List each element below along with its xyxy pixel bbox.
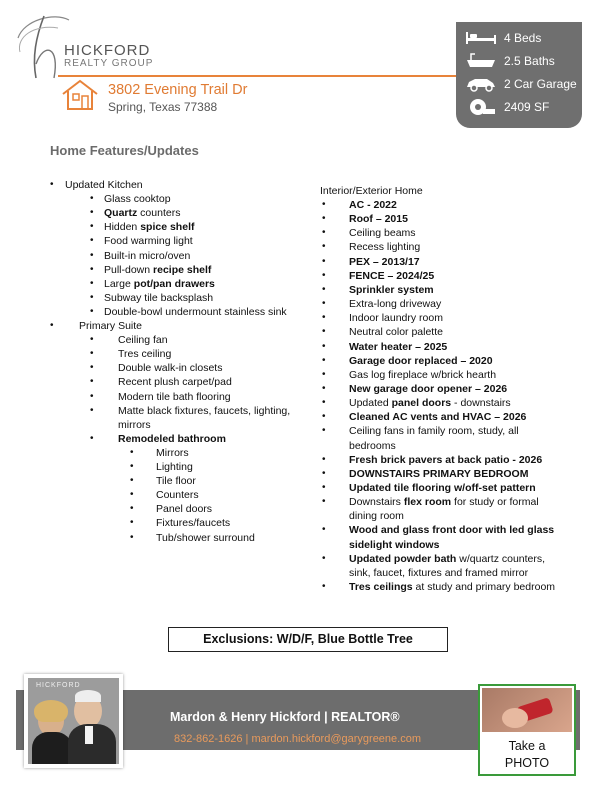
bullet-icon: • [322, 312, 326, 324]
interior-item-part: Roof – 2015 [349, 213, 408, 226]
suite-item [118, 361, 222, 375]
interior-item-part: sidelight windows [349, 538, 440, 551]
stat-sqft [456, 96, 582, 118]
bullet-icon: • [322, 283, 326, 295]
bath-heading-part: Remodeled bathroom [118, 432, 226, 445]
property-city: Spring, Texas 77388 [108, 100, 218, 114]
house-icon [60, 78, 100, 112]
interior-item [349, 354, 493, 368]
bullet-icon: • [322, 298, 326, 310]
bullet-icon: • [90, 193, 94, 205]
interior-item-part: Recess lighting [349, 241, 421, 254]
kitchen-item-part: pot/pan drawers [133, 277, 215, 290]
bullet-icon: • [90, 432, 94, 444]
stat-baths-label: 2.5 Baths [504, 54, 555, 68]
interior-item-part: Extra-long driveway [349, 298, 442, 311]
interior-item-part: Wood and glass front door with led glass [349, 524, 555, 537]
property-address: 3802 Evening Trail Dr [108, 82, 248, 98]
interior-item [349, 269, 434, 283]
kitchen-item [104, 305, 287, 319]
bath-item-part: Tile floor [156, 475, 196, 488]
agent-photo [24, 674, 123, 768]
kitchen-item-part: Subway tile backsplash [104, 291, 214, 304]
kitchen-item-part: Large [104, 277, 134, 290]
suite-item [118, 390, 231, 404]
bullet-icon: • [90, 305, 94, 317]
interior-item [349, 283, 434, 297]
bullet-icon: • [322, 227, 326, 239]
kitchen-item-part: Pull-down [104, 263, 154, 276]
interior-item-part: flex room [403, 496, 452, 509]
kitchen-item-part: Double-bowl undermount stainless sink [104, 305, 287, 318]
suite-item [118, 418, 151, 432]
bullet-icon: • [322, 552, 326, 564]
bullet-icon: • [322, 453, 326, 465]
interior-item-part: FENCE – 2024/25 [349, 269, 435, 282]
bullet-icon: • [130, 475, 134, 487]
interior-item [349, 212, 408, 226]
take-photo-line1: Take a [508, 739, 546, 753]
suite-heading [79, 319, 142, 333]
interior-item-part: Garage door replaced – 2020 [349, 354, 493, 367]
bullet-icon: • [322, 467, 326, 479]
bullet-icon: • [90, 334, 94, 346]
interior-item [349, 311, 443, 325]
bath-item-part: Counters [156, 489, 199, 502]
bed-icon [465, 29, 497, 47]
interior-item-part: Updated [349, 397, 392, 410]
interior-item-part: w/quartz counters, [456, 552, 546, 565]
stat-beds [456, 27, 582, 49]
bullet-icon: • [322, 340, 326, 352]
tape-measure-icon [465, 98, 497, 116]
bath-item [156, 516, 230, 530]
kitchen-item-part: recipe shelf [153, 263, 212, 276]
bath-item-part: Panel doors [156, 503, 213, 516]
section-title: Home Features/Updates [50, 143, 199, 158]
bullet-icon: • [322, 382, 326, 394]
bullet-icon: • [322, 354, 326, 366]
brand-subtitle: REALTY GROUP [64, 58, 154, 69]
bullet-icon: • [90, 376, 94, 388]
interior-item-part: Ceiling beams [349, 227, 416, 240]
interior-item [349, 340, 447, 354]
suite-item-part: Double walk-in closets [118, 362, 223, 375]
interior-item-part: panel doors [391, 397, 452, 410]
bullet-icon: • [322, 269, 326, 281]
brand-logo [14, 12, 174, 82]
interior-heading-part: Interior/Exterior Home [320, 185, 423, 197]
bullet-icon: • [90, 404, 94, 416]
kitchen-item-part: Built-in micro/oven [104, 249, 191, 262]
bullet-icon: • [322, 368, 326, 380]
kitchen-heading [65, 178, 143, 192]
kitchen-item [104, 192, 171, 206]
interior-item [349, 439, 396, 453]
interior-item [349, 255, 420, 269]
interior-item-part: AC - 2022 [349, 199, 397, 211]
interior-item [349, 481, 536, 495]
bath-item [156, 502, 212, 516]
suite-item-part: Tres ceiling [118, 348, 172, 361]
stat-beds-label: 4 Beds [504, 31, 542, 45]
bath-item [156, 488, 199, 502]
bullet-icon: • [50, 320, 54, 331]
bullet-icon: • [90, 277, 94, 289]
kitchen-item-part: Hidden [104, 221, 141, 234]
interior-item [349, 368, 496, 382]
bullet-icon: • [90, 390, 94, 402]
kitchen-item [104, 277, 215, 291]
interior-item [349, 396, 511, 410]
interior-item-part: Tres ceilings [349, 581, 413, 594]
kitchen-item [104, 291, 213, 305]
bath-item-part: Lighting [156, 461, 193, 473]
suite-item-part: Matte black fixtures, faucets, lighting, [118, 404, 291, 417]
interior-item [349, 453, 542, 467]
bullet-icon: • [322, 199, 326, 210]
interior-heading [320, 184, 423, 198]
bullet-icon: • [322, 397, 326, 409]
agent-photo-image [28, 678, 119, 764]
bath-icon [465, 52, 497, 70]
kitchen-item-part: spice shelf [140, 221, 195, 234]
suite-item-part: Ceiling fan [118, 334, 168, 347]
bullet-icon: • [90, 348, 94, 360]
kitchen-item [104, 263, 211, 277]
exclusions-box: Exclusions: W/D/F, Blue Bottle Tree [168, 627, 448, 652]
phone-photo-image [482, 688, 572, 732]
interior-item-part: bedrooms [349, 439, 396, 452]
interior-item-part: Ceiling fans in family room, study, all [349, 425, 519, 438]
bath-item-part: Tub/shower surround [156, 531, 255, 544]
brand-name: HICKFORD [64, 42, 151, 59]
suite-item [118, 404, 290, 418]
interior-item-part: Updated powder bath [349, 552, 457, 565]
interior-item-part: Gas log fireplace w/brick hearth [349, 368, 497, 381]
bullet-icon: • [90, 362, 94, 374]
bullet-icon: • [322, 524, 326, 536]
stat-garage [456, 73, 582, 95]
bullet-icon: • [130, 517, 134, 529]
interior-item-part: sink, faucet, fixtures and framed mirror [349, 566, 529, 579]
bath-item [156, 531, 255, 545]
bullet-icon: • [90, 221, 94, 233]
bath-item [156, 446, 189, 460]
bullet-icon: • [90, 235, 94, 247]
suite-item-part: Recent plush carpet/pad [118, 376, 232, 389]
suite-item-part: mirrors [118, 418, 151, 431]
car-icon [465, 75, 497, 93]
interior-item [349, 226, 416, 240]
bullet-icon: • [322, 581, 326, 593]
header-divider [58, 75, 456, 77]
interior-item-part: PEX – 2013/17 [349, 255, 420, 268]
bullet-icon: • [322, 326, 326, 338]
interior-item [349, 240, 420, 254]
interior-item [349, 410, 526, 424]
bullet-icon: • [90, 249, 94, 261]
bullet-icon: • [322, 255, 326, 267]
bath-item-part: Mirrors [156, 446, 189, 459]
bullet-icon: • [130, 503, 134, 515]
interior-item [349, 495, 539, 509]
interior-item [349, 580, 555, 594]
interior-item [349, 566, 528, 580]
bullet-icon: • [90, 291, 94, 303]
kitchen-item-part: Quartz [104, 207, 138, 220]
interior-item-part: Cleaned AC vents and HVAC – 2026 [349, 411, 527, 424]
suite-heading-part: Primary Suite [79, 320, 143, 332]
interior-item [349, 198, 397, 212]
interior-item [349, 552, 545, 566]
bullet-icon: • [322, 425, 326, 437]
interior-item [349, 382, 507, 396]
interior-item [349, 538, 439, 552]
kitchen-heading-part: Updated Kitchen [65, 179, 143, 191]
bullet-icon: • [130, 531, 134, 543]
interior-item [349, 523, 554, 537]
stat-baths [456, 50, 582, 72]
interior-item [349, 467, 528, 481]
interior-item-part: Fresh brick pavers at back patio - 2026 [349, 453, 543, 466]
kitchen-item-part: Glass cooktop [104, 193, 171, 206]
kitchen-item [104, 234, 193, 248]
interior-item-part: Neutral color palette [349, 326, 443, 339]
suite-item [118, 333, 168, 347]
kitchen-item [104, 206, 180, 220]
interior-item-part: Downstairs [349, 496, 404, 509]
kitchen-item-part: Food warming light [104, 235, 193, 248]
interior-item [349, 424, 519, 438]
interior-item-part: at study and primary bedroom [412, 581, 556, 594]
bullet-icon: • [90, 263, 94, 275]
suite-item [118, 347, 171, 361]
bath-item [156, 474, 196, 488]
bath-heading [118, 432, 226, 446]
interior-item [349, 509, 404, 523]
take-photo-line2: PHOTO [504, 756, 550, 770]
kitchen-item [104, 220, 194, 234]
bath-item-part: Fixtures/faucets [156, 517, 231, 530]
bullet-icon: • [50, 179, 54, 190]
stat-garage-label: 2 Car Garage [504, 77, 577, 91]
interior-item-part: New garage door opener – 2026 [349, 382, 508, 395]
interior-item [349, 325, 443, 339]
take-photo-label [480, 738, 574, 772]
property-stats [456, 22, 582, 128]
bullet-icon: • [322, 482, 326, 493]
suite-item-part: Modern tile bath flooring [118, 390, 231, 403]
bullet-icon: • [322, 241, 326, 253]
interior-item-part: Updated tile flooring w/off-set pattern [349, 482, 536, 494]
interior-item-part: dining room [349, 510, 404, 523]
kitchen-item [104, 249, 190, 263]
bath-item [156, 460, 193, 474]
bullet-icon: • [322, 411, 326, 423]
interior-item-part: - downstairs [451, 397, 511, 410]
interior-item-part: Water heater – 2025 [349, 340, 448, 353]
interior-item [349, 297, 441, 311]
interior-item-part: Sprinkler system [349, 283, 434, 296]
take-photo-card [478, 684, 576, 776]
bullet-icon: • [90, 207, 94, 219]
stat-sqft-label: 2409 SF [504, 100, 550, 114]
interior-item-part: for study or formal [451, 496, 539, 509]
bullet-icon: • [322, 496, 326, 508]
agent-names: Mardon & Henry Hickford | REALTOR® [170, 710, 400, 724]
bullet-icon: • [130, 461, 134, 472]
interior-item-part: DOWNSTAIRS PRIMARY BEDROOM [349, 467, 529, 480]
photo-brand-text: HICKFORD [36, 682, 81, 689]
bullet-icon: • [130, 446, 134, 458]
bullet-icon: • [130, 489, 134, 501]
agent-contact[interactable]: 832-862-1626 | mardon.hickford@garygreene.com [174, 733, 421, 745]
kitchen-item-part: counters [137, 207, 181, 220]
interior-item-part: Indoor laundry room [349, 312, 443, 325]
suite-item [118, 375, 232, 389]
bullet-icon: • [322, 213, 326, 225]
